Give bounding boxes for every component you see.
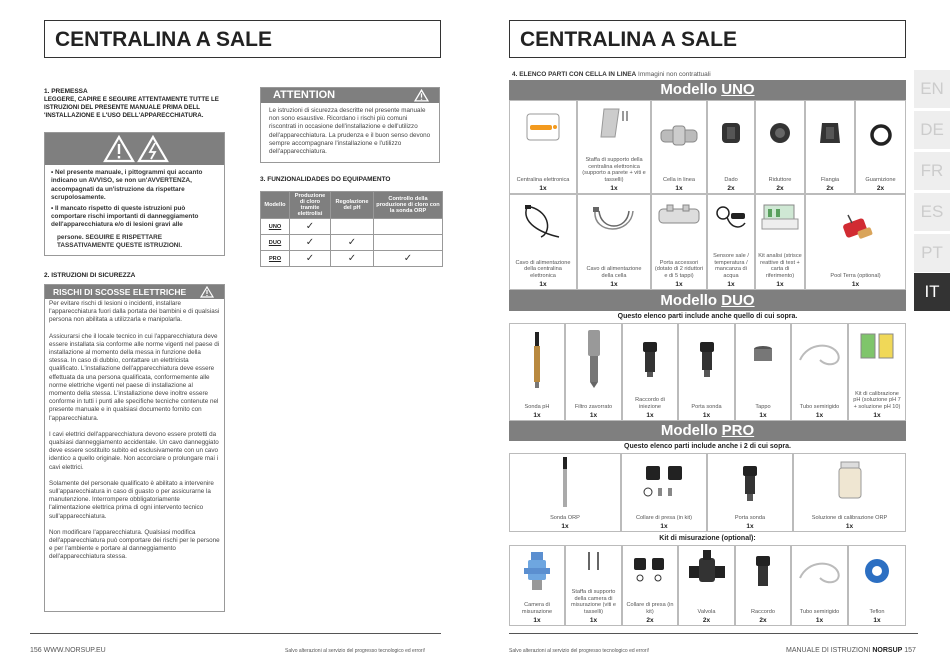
warning-triangle-icon [103,135,135,163]
duo-subtitle: Questo elenco parti include anche quello di cui sopra. [617,313,798,320]
table-header: Produzione di cloro tramite elettrolisi [290,192,331,219]
wall-bracket-image [599,107,629,139]
list-item: Porta sonda 1x [707,453,793,532]
sicurezza-p3: I cavi elettrici dell'apparecchiatura devono essere protetti da qualsiasi danneggiamento accidentale. Un cavo danneggiato deve essere sostituito subito ed esclusivamente con un cavo identico a quello originale. Non accorciare o prolungare mai i cavi elettrici. [49,430,219,471]
table-row: PRO ✓ ✓ ✓ [261,251,443,267]
premessa-heading: 1. PREMESSA [44,88,88,95]
list-item: Tubo semirigido 1x [791,545,848,626]
accessory-holder-image [657,203,701,233]
attention-text: Le istruzioni di sicurezza descritte nel presente manuale non sono esaustive. Ricordano i rischi più comuni riscontrati in occasione dell'installazione e dell'utilizzo dell'apparecchiatura. La prudenza e il buon senso devono sempre accompagnare l'installazione e l'utilizzo dell'apparecchiatura. [269,107,431,156]
ph-calibration-kit-image [857,330,897,360]
list-item: Cavo di alimentazione della centralina elettronica 1x [509,194,577,290]
lang-tab-fr[interactable]: FR [914,152,950,190]
list-item: Valvola 2x [678,545,735,626]
list-item: Sensore sale / temperatura / mancanza di acqua 1x [707,194,755,290]
warning-bullet-2: • Il mancato rispetto di queste istruzioni può comportare rischi importanti di danneggiamento dell'apparecchiatura e/o di lesioni gravi alle [51,204,199,229]
probe-holder-image [697,340,717,378]
table-header: Regolazione del pH [331,192,374,219]
table-header: Controllo della produzione di cloro con la sonda ORP [374,192,443,219]
list-item: Cella in linea 1x [651,100,707,194]
nut-image [720,121,742,145]
electric-hazard-icon [137,135,169,163]
parts-heading: 4. ELENCO PARTI CON CELLA IN LINEA Immagini non contrattuali [512,71,711,78]
premessa-text: LEGGERE, CAPIRE E SEGUIRE ATTENTAMENTE TUTTE LE ISTRUZIONI DEL PRESENTE MANUALE PRIMA DELL 'INSTALLAZIONE E L'USO DELL'APPARECCHIATURA. [44,96,219,119]
chamber-bracket-image [584,550,604,574]
list-item: Centralina elettronica 1x [509,100,577,194]
semirigid-tube-image [798,340,842,370]
lang-tab-en[interactable]: EN [914,70,950,108]
pool-earth-image [838,211,874,249]
left-footer-line [30,633,441,634]
teflon-tape-image [862,556,892,586]
fitting-image [753,554,773,590]
list-item: Sonda pH 1x [509,323,565,421]
left-page-title: CENTRALINA A SALE [44,20,441,58]
injection-fitting-image [640,340,660,378]
table-header: Modello [261,192,290,219]
model-pro-bar: Modello PRO [509,421,906,441]
model-uno-bar: Modello UNO [509,80,906,100]
funzionalita-heading: 3. FUNZIONALIDADES DO EQUIPAMENTO [260,176,391,183]
list-item: Guarnizione 2x [855,100,906,194]
semirigid-tube-image [798,558,842,588]
lang-tab-pt[interactable]: PT [914,234,950,272]
warning-bullet-2b: persone. SEGUIRE E RISPETTARE TASSATIVAMENTE QUESTE ISTRUZIONI. [57,233,182,250]
reducer-image [768,121,792,145]
warning-pictogram-bar [45,133,224,165]
list-item: Kit di calibrazione pH (soluzione pH 7 + soluzione pH 10) 1x [848,323,906,421]
right-footer-note: Salvo alterazioni al servizio del progresso tecnologico ed errori! [509,648,650,654]
orp-probe-image [560,457,570,511]
kit-title: Kit di misurazione (optional): [659,535,756,542]
list-item: Porta sonda 1x [678,323,735,421]
sicurezza-p4: Solamente del personale qualificato è abilitato a intervenire sull'apparecchiatura in caso di guasto o per assicurarne la manutenzione. Interrompere obbligatoriamente l'alimentazione elettrica prima di ogni intervento tecnico sull'apparecchiatura. [49,479,214,520]
power-cable-image [521,203,565,241]
model-duo-bar: Modello DUO [509,290,906,311]
probe-holder-image [740,464,760,502]
right-page-title: CENTRALINA A SALE [509,20,906,58]
warning-triangle-icon [200,286,214,298]
sicurezza-p1: Per evitare rischi di lesioni o incidenti, installare l'apparecchiatura fuori dalla portata dei bambini e di qualsiasi persona non abilitata a utilizzarla e manipolarla. [49,300,220,324]
attention-box [260,87,440,163]
list-item: Staffa di supporto della centralina elettronica (supporto a parete + viti e tasselli) 1x [577,100,651,194]
warning-bullet-1: • Nel presente manuale, i pittogrammi qui accanto indicano un AVVISO, se non un'AVVERTENZA, accompagnati da un'istruzione da rispettare scrupolosamente. [51,169,203,202]
warning-triangle-icon [414,89,429,102]
sicurezza-p2: Assicurarsi che il locale tecnico in cui l'apparecchiatura deve essere installata sia conforme alle norme vigenti nel paese di installazione al momento della messa in funzione della stessa. In caso di dubbio, contattare un elettricista qualificato. L'installazione dell'apparecchiatura deve essere effettuata da una persona qualificata, conformemente alle norme elettriche vigenti nel paese di installazione al momento della stessa. L'installazione deve inoltre essere conforme in tutti i punti alle specifiche tecniche contenute nel presente manuale e in qualsiasi documento fornito con l'apparecchiatura. [49,332,220,422]
list-item: Staffa di supporto della camera di misurazione (viti e tasselli) 1x [565,545,622,626]
table-row: DUO ✓ ✓ [261,235,443,251]
electric-shock-bar: RISCHI DI SCOSSE ELETTRICHE [45,285,224,299]
list-item: Dado 2x [707,100,755,194]
list-item: Sonda ORP 1x [509,453,621,532]
lang-tab-de[interactable]: DE [914,111,950,149]
list-item: Camera di misurazione 1x [509,545,565,626]
functionality-table [260,191,443,267]
list-item: Soluzione di calibrazione ORP 1x [793,453,906,532]
attention-bar: ATTENTION [261,88,439,103]
list-item: Collare di presa (in kit) 1x [621,453,707,532]
saddle-clamp-image [640,464,688,498]
right-footer-line [509,633,918,634]
lang-tab-it[interactable]: IT [914,273,950,311]
cell-cable-image [591,205,637,243]
list-item: Porta accessori (dotato di 2 riduttori e di 5 tappi) 1x [651,194,707,290]
right-footer-manual: MANUALE DI ISTRUZIONI NORSUP 157 [786,647,916,654]
sicurezza-heading: 2. ISTRUZIONI DI SICUREZZA [44,272,136,279]
list-item: Tappo 1x [735,323,791,421]
valve-image [687,548,727,590]
pro-subtitle: Questo elenco parti include anche i 2 di cui sopra. [624,443,791,450]
cap-image [752,344,774,364]
lang-tab-es[interactable]: ES [914,193,950,231]
list-item: Cavo di alimentazione della cella 1x [577,194,651,290]
list-item: Raccordo 2x [735,545,791,626]
flange-image [818,121,842,145]
control-unit-image [526,113,560,141]
measurement-chamber-image [522,550,552,592]
list-item: Kit analisi (strisce reattive di test + carta di riferimento) 1x [755,194,805,290]
sicurezza-box [44,284,225,612]
orp-solution-bottle-image [837,460,863,500]
list-item: Raccordo di iniezione 1x [622,323,678,421]
left-footer-note: Salvo alterazioni al servizio del progresso tecnologico ed errori! [285,648,426,654]
left-footer-page: 156 WWW.NORSUP.EU [30,647,106,654]
list-item: Riduttore 2x [755,100,805,194]
salt-sensor-image [713,203,749,235]
list-item: Collare di presa (in kit) 2x [622,545,678,626]
list-item: Tubo semirigido 1x [791,323,848,421]
weighted-filter-image [584,328,604,388]
list-item: Pool Terra (optional) 1x [805,194,906,290]
gasket-image [869,123,893,147]
sicurezza-p5: Non modificare l'apparecchiatura. Qualsiasi modifica dell'apparecchiatura può comportare dei rischi per le persone e per l'ambiente e portare al danneggiamento dell'apparecchiatura stessa. [49,528,220,561]
saddle-clamp-image [630,554,670,584]
inline-cell-image [659,123,699,147]
ph-probe-image [530,330,544,390]
list-item: Filtro zavorrato 1x [565,323,622,421]
list-item: Teflon 1x [848,545,906,626]
table-row: UNO ✓ [261,219,443,235]
analysis-kit-image [760,201,800,233]
warning-box [44,132,225,256]
list-item: Flangia 2x [805,100,855,194]
